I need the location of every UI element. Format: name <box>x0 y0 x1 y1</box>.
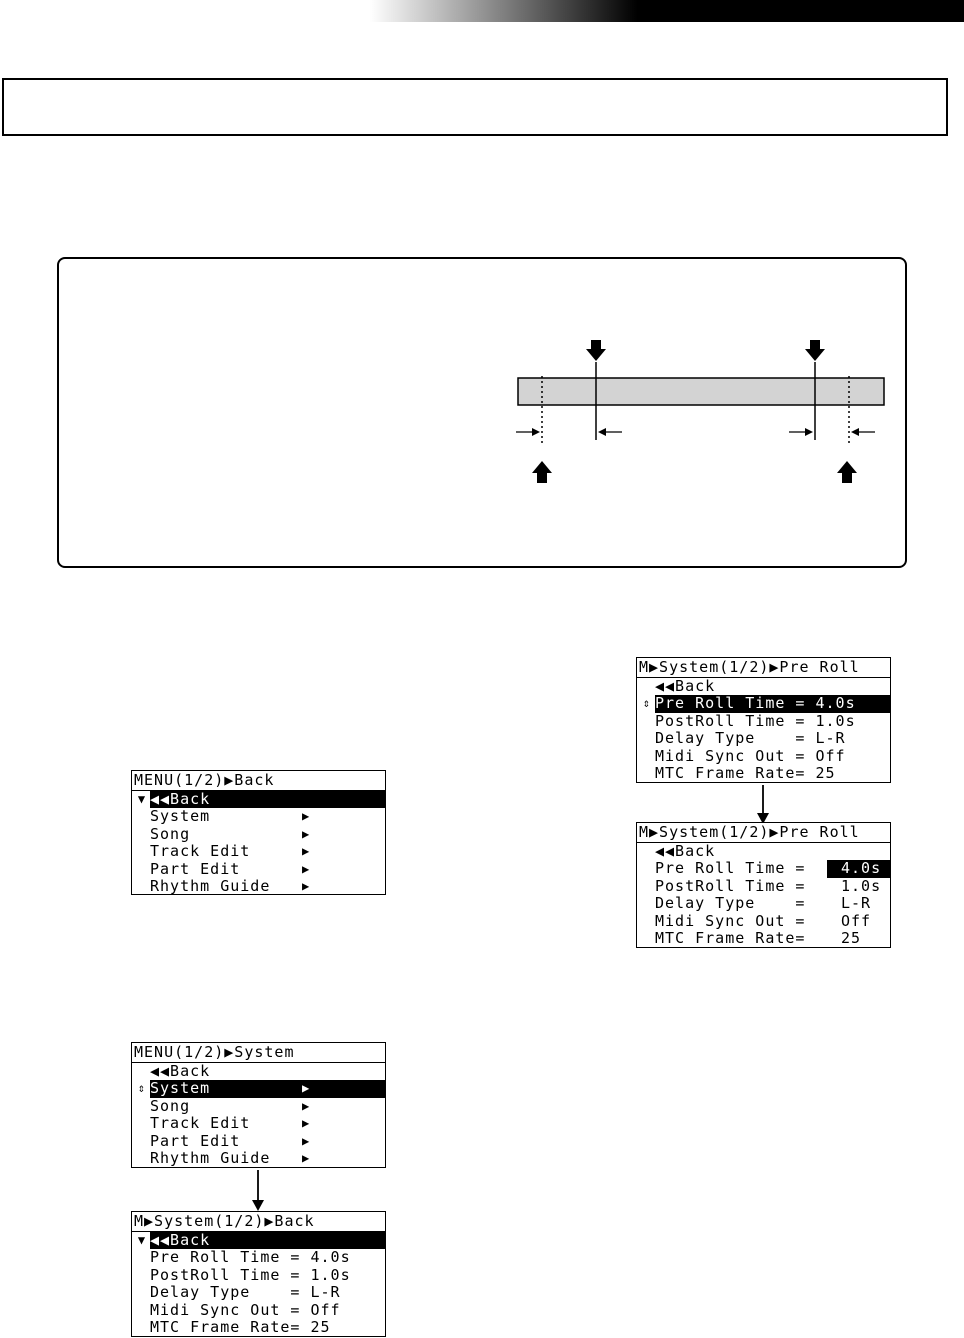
setting-label: MTC Frame Rate= <box>655 928 806 947</box>
setting-row-pre-roll[interactable] <box>132 1249 385 1266</box>
menu-item-back[interactable] <box>132 791 385 808</box>
menu-item-part-edit[interactable] <box>132 861 385 878</box>
setting-label: Midi Sync Out = <box>655 911 806 930</box>
menu-item-part-edit[interactable] <box>132 1133 385 1150</box>
lcd-menu-system <box>131 1042 386 1168</box>
menu-item-label: Rhythm Guide <box>150 1148 271 1167</box>
setting-row-midi-sync[interactable] <box>132 1302 385 1319</box>
punch-out-down-arrow-icon <box>805 340 825 361</box>
menu-item-song[interactable] <box>132 826 385 843</box>
submenu-arrow-icon: ▶ <box>302 844 311 859</box>
setting-row-pre-roll[interactable] <box>637 695 890 712</box>
post-roll-left-dimension-arrow <box>789 428 813 436</box>
setting-label: Pre Roll Time = 4.0s <box>150 1248 351 1267</box>
setting-row-midi-sync[interactable] <box>637 913 890 930</box>
pre-post-roll-diagram <box>0 0 964 600</box>
menu-item-label: Song <box>150 824 191 843</box>
lcd-header: MENU(1/2)▶System <box>132 1043 385 1063</box>
menu-item-label: Part Edit <box>150 1131 241 1150</box>
lcd-preroll-edit <box>636 822 891 948</box>
scroll-marker-icon: ⇕ <box>137 1081 147 1096</box>
lcd-menu-back <box>131 770 386 895</box>
menu-item-label: Song <box>150 1096 191 1115</box>
timeline-band <box>518 378 884 405</box>
menu-item-label: System <box>150 1080 385 1097</box>
menu-item-label: System <box>150 807 211 826</box>
pre-roll-value-field[interactable]: 4.0s <box>827 860 890 877</box>
setting-label: MTC Frame Rate= 25 <box>655 763 836 782</box>
setting-row-back[interactable] <box>637 678 890 695</box>
lcd-header: M▶System(1/2)▶Pre Roll <box>637 658 890 678</box>
submenu-arrow-icon: ▶ <box>302 809 311 824</box>
submenu-arrow-icon: ▶ <box>302 826 311 841</box>
scroll-marker-icon: ▼ <box>137 1233 147 1247</box>
pre-roll-up-arrow-icon <box>532 461 552 483</box>
transition-down-arrow-icon <box>755 785 771 825</box>
submenu-arrow-icon: ▶ <box>302 1098 311 1113</box>
post-roll-right-dimension-arrow <box>851 428 875 436</box>
setting-row-delay-type[interactable] <box>132 1284 385 1301</box>
menu-item-label: Track Edit <box>150 842 251 861</box>
menu-item-rhythm-guide[interactable] <box>132 1150 385 1167</box>
menu-item-back[interactable] <box>132 1063 385 1080</box>
submenu-arrow-icon: ▶ <box>302 1116 311 1131</box>
scroll-marker-icon: ▼ <box>137 792 147 806</box>
setting-value: L-R <box>841 894 872 913</box>
setting-row-midi-sync[interactable] <box>637 748 890 765</box>
setting-label: Delay Type = <box>655 894 806 913</box>
setting-label: MTC Frame Rate= 25 <box>150 1317 331 1336</box>
setting-value: 25 <box>841 928 862 947</box>
menu-item-label: Part Edit <box>150 859 241 878</box>
lcd-preroll-select <box>636 657 891 783</box>
setting-row-mtc-rate[interactable] <box>132 1319 385 1336</box>
setting-label: PostRoll Time = <box>655 876 806 895</box>
setting-label: PostRoll Time = 1.0s <box>150 1265 351 1284</box>
submenu-arrow-icon: ▶ <box>302 861 311 876</box>
post-roll-up-arrow-icon <box>837 461 857 483</box>
menu-item-system[interactable] <box>132 808 385 825</box>
menu-item-label: ◀◀Back <box>150 1062 211 1080</box>
menu-item-track-edit[interactable] <box>132 1115 385 1132</box>
pre-roll-right-dimension-arrow <box>598 428 622 436</box>
lcd-header: M▶System(1/2)▶Back <box>132 1212 385 1232</box>
setting-label: Midi Sync Out = Off <box>150 1300 341 1319</box>
submenu-arrow-icon: ▶ <box>302 878 311 893</box>
setting-label: Delay Type = L-R <box>150 1283 341 1302</box>
setting-row-pre-roll[interactable] <box>637 860 890 877</box>
lcd-system-back <box>131 1211 386 1337</box>
menu-item-rhythm-guide[interactable] <box>132 878 385 895</box>
setting-row-back[interactable] <box>637 843 890 860</box>
pre-roll-left-dimension-arrow <box>516 428 540 436</box>
setting-label: ◀◀Back <box>655 677 716 695</box>
setting-row-mtc-rate[interactable] <box>637 930 890 947</box>
lcd-header: MENU(1/2)▶Back <box>132 771 385 791</box>
submenu-arrow-icon: ▶ <box>302 1081 311 1096</box>
setting-row-delay-type[interactable] <box>637 895 890 912</box>
transition-down-arrow-icon <box>250 1170 266 1212</box>
menu-item-label: Track Edit <box>150 1114 251 1133</box>
setting-row-post-roll[interactable] <box>132 1267 385 1284</box>
setting-value: Off <box>841 911 872 930</box>
setting-row-back[interactable] <box>132 1232 385 1249</box>
menu-item-label: Rhythm Guide <box>150 876 271 895</box>
menu-item-song[interactable] <box>132 1098 385 1115</box>
submenu-arrow-icon: ▶ <box>302 1133 311 1148</box>
submenu-arrow-icon: ▶ <box>302 1150 311 1165</box>
setting-row-mtc-rate[interactable] <box>637 765 890 782</box>
setting-label: Pre Roll Time = 4.0s <box>655 695 890 712</box>
lcd-header: M▶System(1/2)▶Pre Roll <box>637 823 890 843</box>
setting-label: Midi Sync Out = Off <box>655 746 846 765</box>
setting-row-post-roll[interactable] <box>637 878 890 895</box>
scroll-marker-icon: ⇕ <box>642 696 652 711</box>
punch-in-down-arrow-icon <box>586 340 606 361</box>
setting-label: PostRoll Time = 1.0s <box>655 711 856 730</box>
setting-row-delay-type[interactable] <box>637 730 890 747</box>
setting-label: ◀◀Back <box>150 1232 385 1249</box>
setting-label: Pre Roll Time = <box>655 859 806 878</box>
setting-value: 1.0s <box>841 876 882 895</box>
menu-item-track-edit[interactable] <box>132 843 385 860</box>
setting-label: ◀◀Back <box>655 842 716 860</box>
menu-item-label: ◀◀Back <box>150 791 385 808</box>
setting-row-post-roll[interactable] <box>637 713 890 730</box>
setting-label: Delay Type = L-R <box>655 729 846 748</box>
menu-item-system[interactable] <box>132 1080 385 1097</box>
